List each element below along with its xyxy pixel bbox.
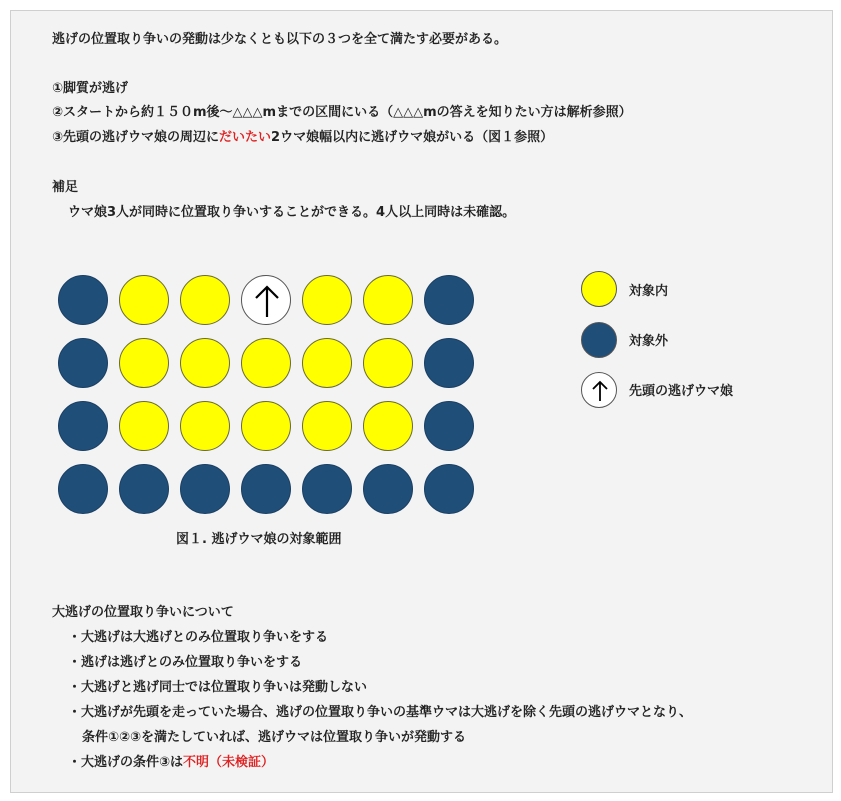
oonige-title: 大逃げの位置取り争いについて <box>52 605 234 620</box>
grid-circle-inside <box>119 338 169 388</box>
grid-circle-outside <box>58 464 108 514</box>
condition-3-emphasis: だいたい <box>219 130 272 145</box>
up-arrow-icon <box>582 373 618 409</box>
grid-circle-inside <box>302 401 352 451</box>
grid-circle-inside <box>241 401 291 451</box>
grid-circle-outside <box>424 338 474 388</box>
grid-circle-inside <box>119 401 169 451</box>
oonige-bullet-4-continued: 条件①②③を満たしていれば、逃げウマは位置取り争いが発動する <box>82 730 467 745</box>
grid-circle-inside <box>119 275 169 325</box>
grid-circle-outside <box>58 401 108 451</box>
intro-text: 逃げの位置取り争いの発動は少なくとも以下の３つを全て満たす必要がある。 <box>52 32 508 47</box>
grid-circle-outside <box>241 464 291 514</box>
oonige-bullet-5 <box>68 754 274 772</box>
grid-circle-inside <box>363 338 413 388</box>
up-arrow-icon <box>242 276 292 326</box>
legend-outside-label: 対象外 <box>629 334 669 349</box>
content-panel <box>10 10 833 793</box>
oonige-bullet-1: ・大逃げは大逃げとのみ位置取り争いをする <box>68 630 329 645</box>
grid-circle-inside <box>363 401 413 451</box>
legend-leader-swatch <box>581 372 617 408</box>
figure-caption: 図１. 逃げウマ娘の対象範囲 <box>176 532 342 547</box>
grid-circle-outside <box>424 464 474 514</box>
legend-leader-label: 先頭の逃げウマ娘 <box>629 384 734 399</box>
oonige-bullet-2: ・逃げは逃げとのみ位置取り争いをする <box>68 655 303 670</box>
grid-circle-outside <box>302 464 352 514</box>
supplement-title: 補足 <box>52 180 79 195</box>
condition-1: ①脚質が逃げ <box>52 81 129 96</box>
grid-circle-outside <box>424 275 474 325</box>
grid-circle-inside <box>363 275 413 325</box>
grid-circle-leader <box>241 275 291 325</box>
condition-3 <box>52 129 553 147</box>
grid-circle-outside <box>363 464 413 514</box>
supplement-text: ウマ娘3人が同時に位置取り争いすることができる。4人以上同時は未確認。 <box>68 205 516 220</box>
oonige-bullet-3: ・大逃げと逃げ同士では位置取り争いは発動しない <box>68 680 368 695</box>
grid-circle-inside <box>180 338 230 388</box>
oonige-bullet-4: ・大逃げが先頭を走っていた場合、逃げの位置取り争いの基準ウマは大逃げを除く先頭の逃げウマとなり、 <box>68 705 693 720</box>
grid-circle-inside <box>302 275 352 325</box>
grid-circle-outside <box>424 401 474 451</box>
legend-inside-label: 対象内 <box>629 284 669 299</box>
grid-circle-inside <box>241 338 291 388</box>
oonige-bullet-5-emphasis: 不明（未検証） <box>183 755 275 770</box>
oonige-bullet-5-pre: ・大逃げの条件③は <box>68 755 184 770</box>
condition-3-post: 2ウマ娘幅以内に逃げウマ娘がいる（図１参照） <box>271 130 554 145</box>
grid-circle-outside <box>180 464 230 514</box>
grid-circle-inside <box>180 401 230 451</box>
grid-circle-inside <box>180 275 230 325</box>
grid-circle-outside <box>119 464 169 514</box>
condition-3-pre: ③先頭の逃げウマ娘の周辺に <box>52 130 220 145</box>
grid-circle-outside <box>58 275 108 325</box>
condition-2: ②スタートから約１５０m後～△△△mまでの区間にいる（△△△mの答えを知りたい方は解析参照） <box>52 105 632 120</box>
grid-circle-outside <box>58 338 108 388</box>
grid-circle-inside <box>302 338 352 388</box>
legend-outside-swatch <box>581 322 617 358</box>
legend-inside-swatch <box>581 271 617 307</box>
